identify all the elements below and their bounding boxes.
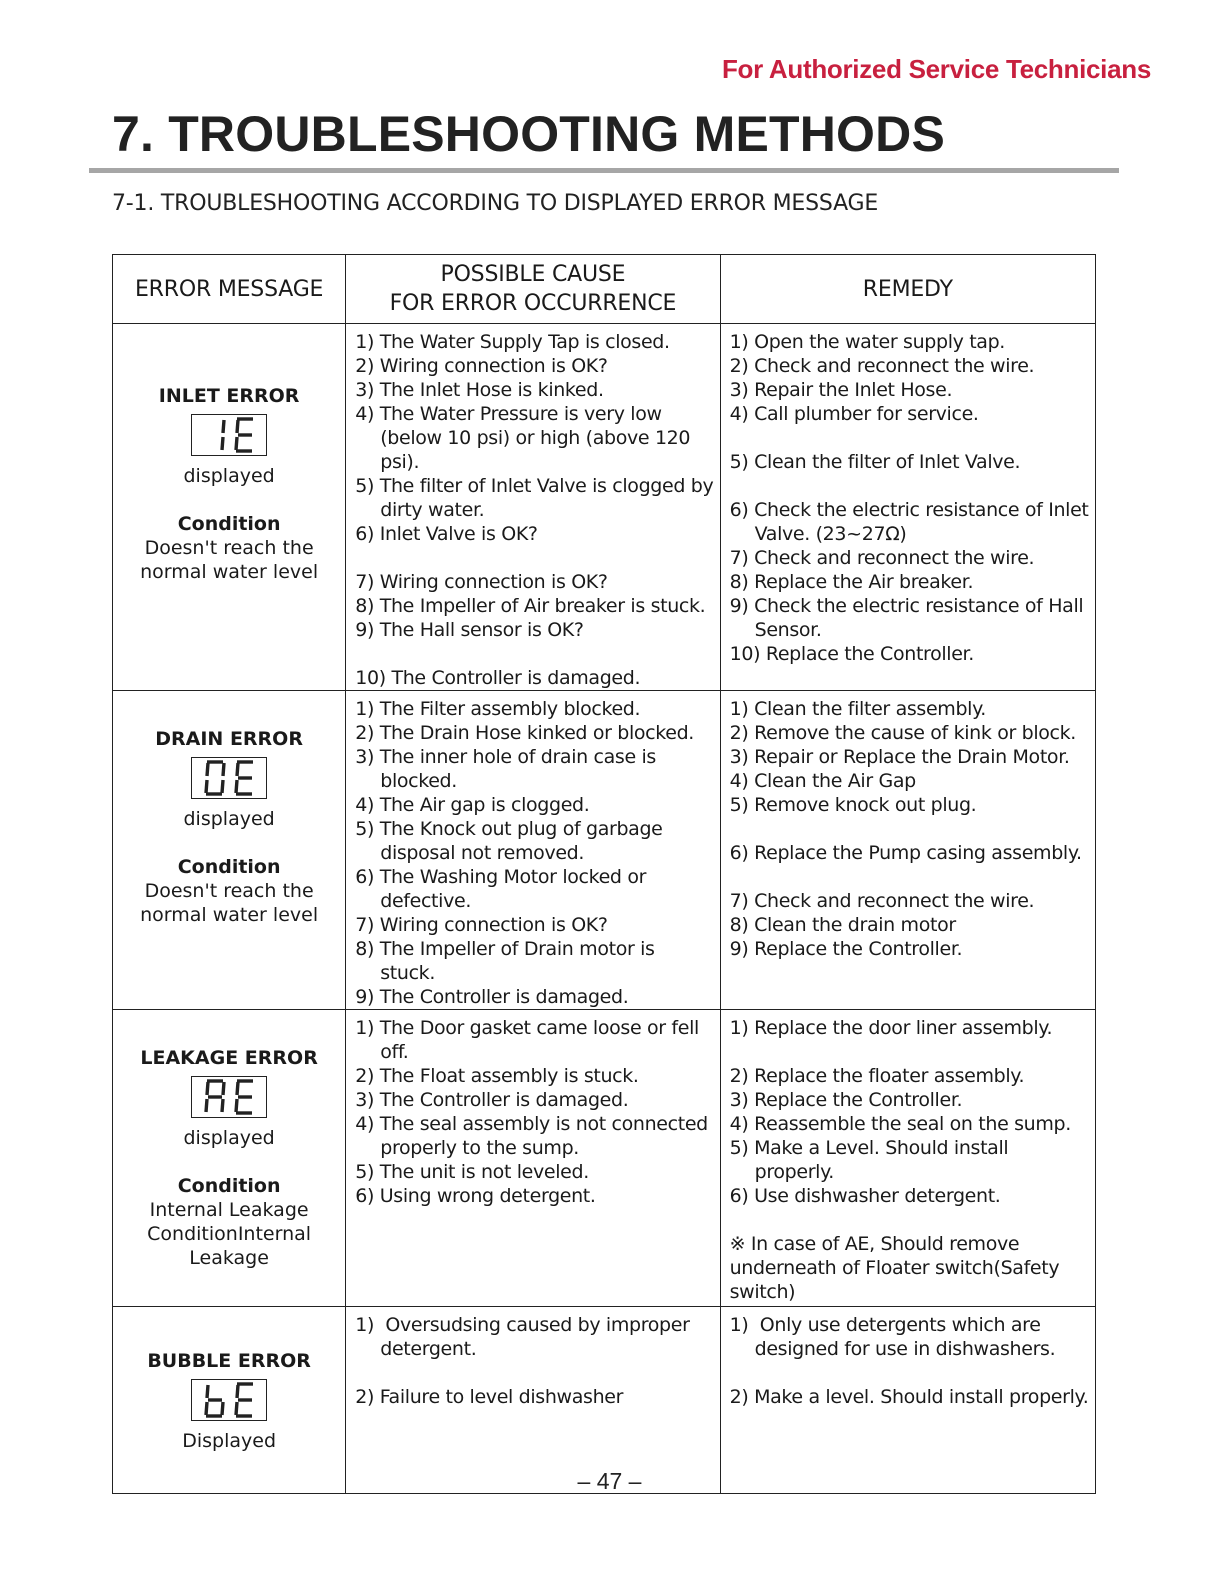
title-divider bbox=[89, 168, 1119, 173]
remedy-item: 3) Replace the Controller. bbox=[729, 1089, 963, 1111]
remedy-item bbox=[730, 1361, 1089, 1385]
cause-item: 5) The Knock out plug of garbage disposal not removed. bbox=[355, 818, 669, 864]
remedy-item: 7) Check and reconnect the wire. bbox=[729, 547, 1035, 569]
remedy-item: 7) Check and reconnect the wire. bbox=[729, 890, 1035, 912]
remedy-item: 1) Replace the door liner assembly. bbox=[729, 1017, 1053, 1039]
header-remedy: REMEDY bbox=[720, 255, 1095, 324]
remedy-item: 3) Repair the Inlet Hose. bbox=[729, 379, 953, 401]
segment-f bbox=[207, 1082, 208, 1095]
cause-item: 2) The Float assembly is stuck. bbox=[355, 1065, 639, 1087]
possible-cause-cell-list bbox=[346, 1307, 719, 1409]
segment-b bbox=[223, 763, 224, 776]
remedy-item: 1) Only use detergents which are designed for use in dishwashers. bbox=[729, 1314, 1056, 1360]
segment-e bbox=[206, 1402, 207, 1415]
cause-item: 2) The Drain Hose kinked or blocked. bbox=[355, 722, 694, 744]
cause-item: 6) Inlet Valve is OK? bbox=[355, 523, 538, 545]
error-row bbox=[113, 691, 1096, 1010]
error-row bbox=[113, 1307, 1096, 1494]
remedy-item bbox=[730, 474, 1089, 498]
remedy-cell bbox=[720, 1010, 1095, 1307]
cause-item: 2) Failure to level dishwasher bbox=[355, 1386, 624, 1408]
table-header-row bbox=[113, 255, 1096, 324]
possible-cause-cell bbox=[346, 691, 720, 1010]
remedy-cell bbox=[720, 691, 1095, 1010]
segment-f bbox=[237, 1082, 238, 1095]
segment-f bbox=[237, 420, 238, 433]
cause-item: 1) The Door gasket came loose or fell off. bbox=[355, 1017, 705, 1063]
possible-cause-cell-list bbox=[346, 324, 719, 690]
seven-segment-digits bbox=[192, 1077, 265, 1116]
remedy-item: 5) Make a Level. Should install properly. bbox=[729, 1137, 1015, 1183]
seven-segment-digits bbox=[192, 415, 265, 454]
segment-digit bbox=[236, 1384, 253, 1416]
remedy-cell bbox=[720, 324, 1095, 691]
remedy-item: 3) Repair or Replace the Drain Motor. bbox=[729, 746, 1070, 768]
cause-item: 10) The Controller is damaged. bbox=[355, 667, 641, 689]
remedy-item: 2) Check and reconnect the wire. bbox=[729, 355, 1035, 377]
condition-label: Condition bbox=[177, 856, 281, 878]
segment-c bbox=[222, 437, 223, 450]
remedy-item: 1) Clean the filter assembly. bbox=[729, 698, 986, 720]
possible-cause-cell bbox=[346, 1010, 720, 1307]
cause-item: 8) The Impeller of Air breaker is stuck. bbox=[355, 595, 706, 617]
remedy-item: 5) Clean the filter of Inlet Valve. bbox=[729, 451, 1021, 473]
remedy-item bbox=[730, 1040, 1089, 1064]
remedy-cell-list bbox=[721, 1307, 1095, 1409]
cause-item: 3) The Controller is damaged. bbox=[355, 1089, 629, 1111]
segment-b bbox=[223, 1082, 224, 1095]
error-code-display bbox=[191, 757, 267, 799]
error-message-cell bbox=[113, 324, 346, 691]
cause-item bbox=[355, 1361, 713, 1385]
cause-item: 6) The Washing Motor locked or defective. bbox=[355, 866, 652, 912]
cause-item: 9) The Controller is damaged. bbox=[355, 986, 629, 1008]
error-row bbox=[113, 1010, 1096, 1307]
seven-segment-digits bbox=[192, 1380, 265, 1419]
remedy-item: 8) Clean the drain motor bbox=[729, 914, 956, 936]
condition-label: Condition bbox=[177, 513, 281, 535]
page-number: – 47 – bbox=[577, 1468, 642, 1494]
troubleshooting-table bbox=[112, 254, 1096, 1494]
error-message-cell bbox=[113, 1010, 346, 1307]
remedy-item bbox=[730, 865, 1089, 889]
segment-c bbox=[222, 1402, 223, 1415]
displayed-label: displayed bbox=[183, 465, 275, 487]
cause-item: 4) The seal assembly is not connected properly to the sump. bbox=[355, 1113, 714, 1159]
segment-digit bbox=[236, 762, 253, 794]
remedy-item bbox=[730, 1208, 1089, 1232]
remedy-item bbox=[730, 426, 1089, 450]
possible-cause-cell bbox=[346, 1307, 720, 1494]
remedy-item: 9) Replace the Controller. bbox=[729, 938, 963, 960]
remedy-item: ※ In case of AE, Should remove underneath of Floater switch(Safety switch) bbox=[729, 1233, 1065, 1303]
segment-e bbox=[236, 1402, 237, 1415]
segment-digit bbox=[236, 1081, 253, 1113]
error-message-cell bbox=[113, 1307, 346, 1494]
condition-text: Doesn't reach the normal water level bbox=[140, 537, 319, 583]
remedy-item: 4) Reassemble the seal on the sump. bbox=[729, 1113, 1071, 1135]
cause-item bbox=[355, 642, 713, 666]
cause-item: 5) The filter of Inlet Valve is clogged by dirty water. bbox=[355, 475, 720, 521]
segment-f bbox=[237, 763, 238, 776]
error-name: DRAIN ERROR bbox=[155, 728, 303, 750]
cause-item: 2) Wiring connection is OK? bbox=[355, 355, 608, 377]
displayed-label: displayed bbox=[183, 1127, 275, 1149]
possible-cause-cell-list bbox=[346, 1010, 719, 1208]
remedy-item: 10) Replace the Controller. bbox=[729, 643, 974, 665]
segment-digit bbox=[222, 420, 224, 450]
segment-e bbox=[236, 437, 237, 450]
remedy-item: 6) Replace the Pump casing assembly. bbox=[729, 842, 1082, 864]
cause-item: 1) The Filter assembly blocked. bbox=[355, 698, 641, 720]
segment-digit bbox=[206, 762, 224, 794]
cause-item: 1) The Water Supply Tap is closed. bbox=[355, 331, 670, 353]
segment-e bbox=[236, 1099, 237, 1112]
cause-item: 9) The Hall sensor is OK? bbox=[355, 619, 584, 641]
cause-item: 3) The inner hole of drain case is blocked. bbox=[355, 746, 662, 792]
remedy-item: 2) Remove the cause of kink or block. bbox=[729, 722, 1076, 744]
cause-item: 7) Wiring connection is OK? bbox=[355, 571, 608, 593]
section-title: 7-1. TROUBLESHOOTING ACCORDING TO DISPLAYED ERROR MESSAGE bbox=[112, 191, 879, 216]
remedy-item: 4) Clean the Air Gap bbox=[729, 770, 916, 792]
segment-c bbox=[222, 1099, 223, 1112]
cause-item bbox=[355, 546, 713, 570]
header-cause-line2: FOR ERROR OCCURRENCE bbox=[389, 291, 677, 316]
condition-text: Internal Leakage ConditionInternal Leakage bbox=[147, 1199, 312, 1269]
cause-item: 4) The Water Pressure is very low (below 10 psi) or high (above 120 psi). bbox=[355, 403, 696, 473]
remedy-cell-list bbox=[721, 1010, 1095, 1304]
remedy-cell-list bbox=[721, 691, 1095, 961]
remedy-item: 8) Replace the Air breaker. bbox=[729, 571, 974, 593]
remedy-cell-list bbox=[721, 324, 1095, 666]
error-code-display bbox=[191, 1076, 267, 1118]
cause-item: 5) The unit is not leveled. bbox=[355, 1161, 589, 1183]
displayed-label: displayed bbox=[183, 808, 275, 830]
segment-f bbox=[237, 1385, 238, 1398]
error-name: BUBBLE ERROR bbox=[147, 1350, 311, 1372]
error-message-cell bbox=[113, 691, 346, 1010]
remedy-cell bbox=[720, 1307, 1095, 1494]
remedy-item: 2) Replace the floater assembly. bbox=[729, 1065, 1025, 1087]
segment-f bbox=[207, 763, 208, 776]
possible-cause-cell bbox=[346, 324, 720, 691]
cause-item: 7) Wiring connection is OK? bbox=[355, 914, 608, 936]
cause-item: 8) The Impeller of Drain motor is stuck. bbox=[355, 938, 661, 984]
displayed-label: Displayed bbox=[182, 1430, 277, 1452]
remedy-item: 6) Check the electric resistance of Inlet Valve. (23~27Ω) bbox=[729, 499, 1095, 545]
cause-item: 1) Oversudsing caused by improper detergent. bbox=[355, 1314, 696, 1360]
segment-digit bbox=[236, 419, 253, 451]
remedy-item bbox=[730, 817, 1089, 841]
condition-text: Doesn't reach the normal water level bbox=[140, 880, 319, 926]
chapter-title: 7. TROUBLESHOOTING METHODS bbox=[112, 106, 946, 162]
seven-segment-digits bbox=[192, 758, 265, 797]
segment-e bbox=[206, 1099, 207, 1112]
possible-cause-cell-list bbox=[346, 691, 719, 1009]
segment-digit bbox=[206, 1385, 223, 1416]
technician-notice: For Authorized Service Technicians bbox=[721, 54, 1151, 84]
cause-item: 4) The Air gap is clogged. bbox=[355, 794, 590, 816]
remedy-item: 5) Remove knock out plug. bbox=[729, 794, 977, 816]
error-name: INLET ERROR bbox=[158, 385, 300, 407]
cause-item: 3) The Inlet Hose is kinked. bbox=[355, 379, 604, 401]
error-row bbox=[113, 324, 1096, 691]
remedy-item: 9) Check the electric resistance of Hall Sensor. bbox=[729, 595, 1090, 641]
header-error-message: ERROR MESSAGE bbox=[113, 255, 346, 324]
header-cause-line1: POSSIBLE CAUSE bbox=[440, 262, 626, 287]
segment-c bbox=[222, 780, 223, 793]
error-code-display bbox=[191, 1379, 267, 1421]
condition-label: Condition bbox=[177, 1175, 281, 1197]
header-possible-cause bbox=[346, 255, 720, 324]
segment-e bbox=[236, 780, 237, 793]
segment-b bbox=[223, 420, 224, 433]
error-name: LEAKAGE ERROR bbox=[140, 1047, 318, 1069]
segment-e bbox=[206, 780, 207, 793]
remedy-item: 6) Use dishwasher detergent. bbox=[729, 1185, 1001, 1207]
segment-f bbox=[207, 1385, 208, 1398]
cause-item: 6) Using wrong detergent. bbox=[355, 1185, 596, 1207]
remedy-item: 4) Call plumber for service. bbox=[729, 403, 979, 425]
segment-digit bbox=[206, 1081, 224, 1112]
remedy-item: 1) Open the water supply tap. bbox=[729, 331, 1005, 353]
remedy-item: 2) Make a level. Should install properly. bbox=[729, 1386, 1089, 1408]
error-code-display bbox=[191, 414, 267, 456]
